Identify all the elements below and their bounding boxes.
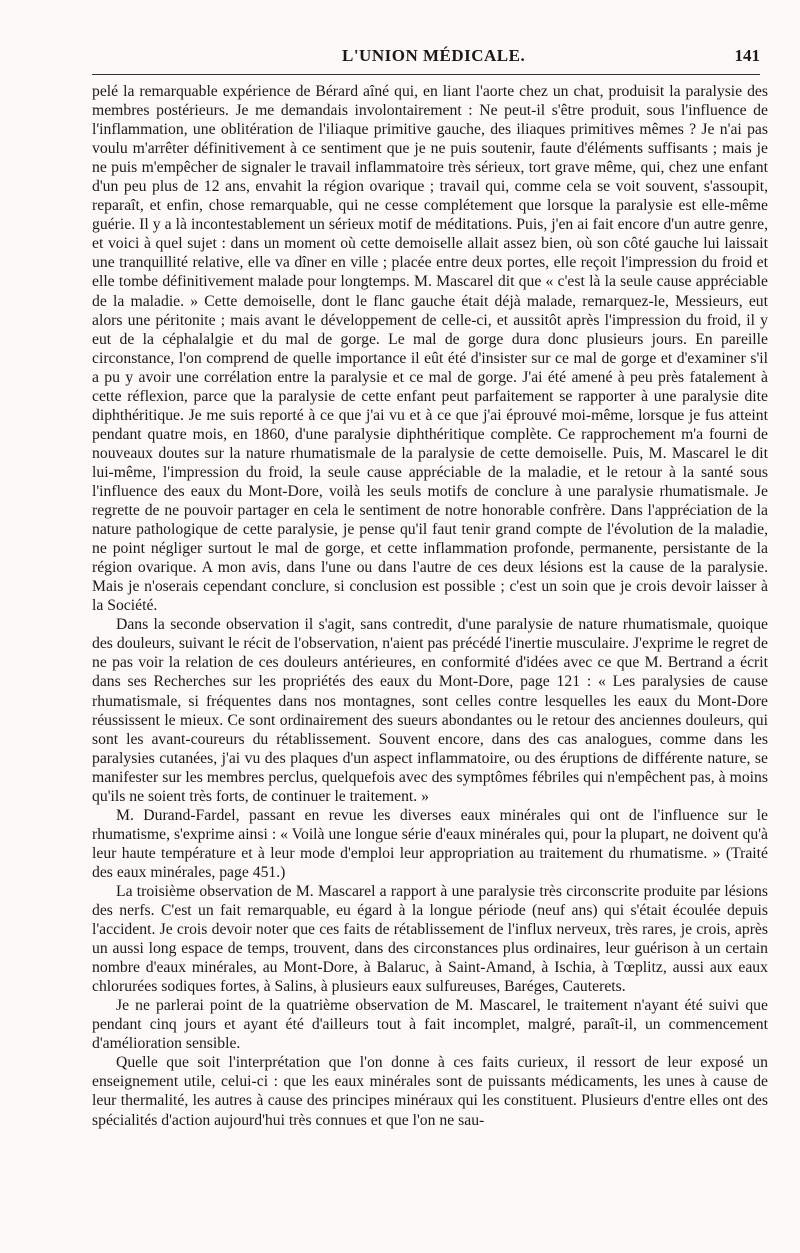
page-number: 141 [734,46,760,65]
paragraph-third-observation: La troisième observation de M. Mascarel a rapport à une paralysie très circonscrite produite par lésions des nerfs. C'est un fait remarquable, eu égard à la longue période (neuf ans) qui s'était écoulée depuis l'accident. Je crois devoir noter que ces faits de rétablissement de l'influx nerveux, très rares, je crois, après un aussi long espace de temps, trouvent, dans des circonstances plus ordinaires, leur guérison à un certain nombre d'eaux minérales, au Mont-Dore, à Balaruc, à Saint-Amand, à Ischia, à Tœplitz, aussi aux eaux chlorurées sodiques fortes, à Salins, à plusieurs eaux sulfureuses, Baréges, Cauterets. [92,882,768,996]
running-title: L'UNION MÉDICALE. [342,46,526,65]
paragraph-fourth-observation: Je ne parlerai point de la quatrième observation de M. Mascarel, le traitement n'ayant été suivi que pendant cinq jours et ayant été d'ailleurs tout à fait incomplet, malgré, paraît-il, un commencement d'amélioration sensible. [92,997,768,1053]
paragraph-durand-fardel: M. Durand-Fardel, passant en revue les diverses eaux minérales qui ont de l'influence sur le rhumatisme, s'exprime ainsi : « Voilà une longue série d'eaux minérales qui, pour la plupart, ne doivent qu'à leur haute température et à leur mode d'emploi leur appropriation au traitement du rhumatisme. » (Traité des eaux minérales, page 451.) [92,806,768,881]
article-body [92,82,768,1130]
paragraph-continuation: pelé la remarquable expérience de Bérard aîné qui, en liant l'aorte chez un chat, produisit la paralysie des membres postérieurs. Je me demandais involontairement : Ne peut-il s'être produit, sous l'influence de l'inflammation, une oblitération de l'iliaque primitive gauche, des iliaques primitives mêmes ? Je n'ai pas voulu m'arrêter définitivement à ce sentiment que je ne puis soutenir, faute d'éléments suffisants ; mais je ne puis m'empêcher de signaler le travail inflammatoire très sérieux, tort grave même, qui, chez une enfant d'un peu plus de 12 ans, envahit la région ovarique ; travail qui, comme cela se voit souvent, s'assoupit, reparaît, et enfin, chose remarquable, qui ne cesse complétement que lorsque la paralysie est elle-même guérie. Il y a là incontestablement un sérieux motif de méditations. Puis, j'en ai fait encore d'un autre genre, et voici à quel sujet : dans un moment où cette demoiselle allait assez bien, où son côté gauche lui laissait une tranquillité relative, elle va dîner en ville ; placée entre deux portes, elle reçoit l'impression du froid et elle tombe définitivement malade pour longtemps. M. Mascarel dit que « c'est là la seule cause appréciable de la maladie. » Cette demoiselle, dont le flanc gauche était déjà malade, remarquez-le, Messieurs, eut alors une péritonite ; mais avant le développement de celle-ci, et aussitôt après l'impression du froid, il y eut de la céphalalgie et du mal de gorge. Le mal de gorge dura donc plusieurs jours. En pareille circonstance, l'on comprend de quelle importance il eût été d'insister sur ce mal de gorge et d'examiner s'il a pu y avoir une corrélation entre la paralysie et ce mal de gorge. J'ai été amené à peu près fatalement à cette réflexion, parce que la paralysie de cette enfant peut parfaitement se rapporter à une paralysie dite diphthéritique. Je me suis reporté à ce que j'ai vu et à ce que j'ai éprouvé moi-même, lorsque je fus atteint pendant quatre mois, en 1860, d'une paralysie diphthéritique complète. Ce rapprochement m'a fourni de nouveaux doutes sur la nature rhumatismale de la paralysie de cette demoiselle. Puis, M. Mascarel le dit lui-même, l'impression du froid, la seule cause appréciable de la maladie, et le retour à la santé sous l'influence des eaux du Mont-Dore, voilà les seuls motifs de conclure à une paralysie rhumatismale. Je regrette de ne pouvoir partager en cela le sentiment de notre honorable confrère. Dans l'appréciation de la nature pathologique de cette paralysie, je pense qu'il faut tenir grand compte de l'évolution de la maladie, ne point négliger surtout le mal de gorge, et cette inflammation profonde, permanente, persistante de la région ovarique. A mon avis, dans l'une ou dans l'autre de ces deux lésions est la cause de la paralysie. Mais je n'oserais cependant conclure, si conclusion est possible ; c'est un soin que je crois devoir laisser à la Société. [92,83,768,615]
paragraph-conclusion: Quelle que soit l'interprétation que l'on donne à ces faits curieux, il ressort de leur exposé un enseignement utile, celui-ci : que les eaux minérales sont de puissants médicaments, les unes à cause de leur thermalité, les autres à cause des principes minéraux qui les constituent. Plusieurs d'entre elles ont des spécialités d'action aujourd'hui très connues et que l'on ne sau- [92,1054,768,1129]
paragraph-second-observation: Dans la seconde observation il s'agit, sans contredit, d'une paralysie de nature rhumatismale, quoique des douleurs, suivant le récit de l'observation, n'aient pas précédé l'inertie musculaire. J'exprime le regret de ne pas voir la relation de ces douleurs antérieures, en conformité d'idées avec ce que M. Bertrand a écrit dans ses Recherches sur les propriétés des eaux du Mont-Dore, page 121 : « Les paralysies de cause rhumatismale, si fréquentes dans nos montagnes, sont celles contre lesquelles les eaux du Mont-Dore réussissent le mieux. Ce sont ordinairement des sueurs abondantes ou le retour des anciennes douleurs, qui sont les avant-coureurs du rétablissement. Souvent encore, dans des cas analogues, comme dans les paralysies cutanées, j'ai vu des plaques d'un aspect inflammatoire, ou des éruptions de différente nature, se manifester sur les membres perclus, quelquefois avec des symptômes fébriles qui n'empêchent pas, à moins qu'ils ne soient très forts, de continuer le traitement. » [92,616,768,805]
header-rule [92,74,760,75]
running-header [92,44,760,70]
